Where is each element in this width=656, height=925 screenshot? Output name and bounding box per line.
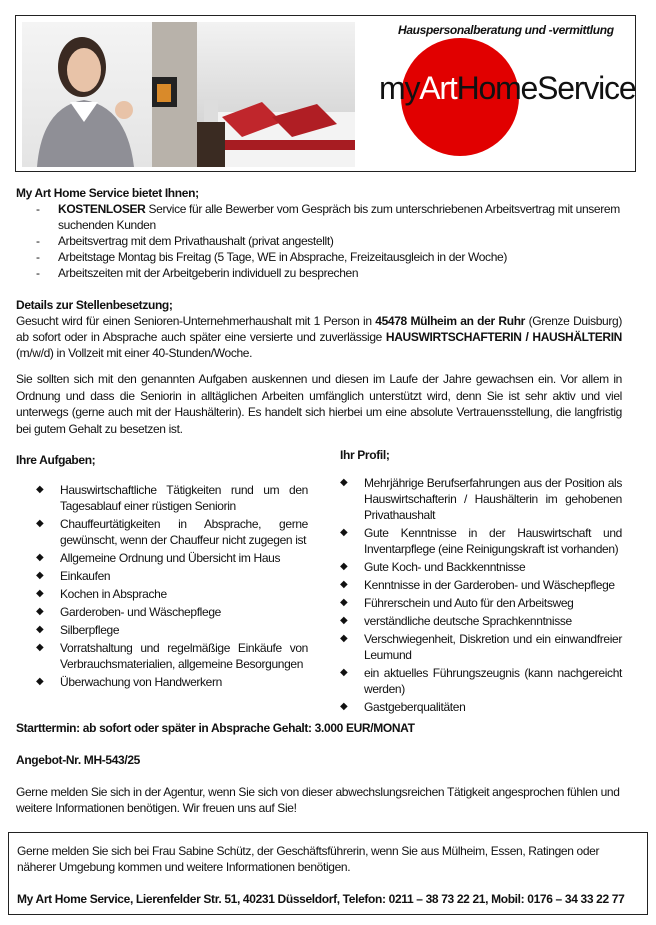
text: Gesucht wird für einen Senioren-Unternehmerhaushalt mit 1 Person in xyxy=(16,314,376,328)
contact-details: My Art Home Service, Lierenfelder Str. 51, 40231 Düsseldorf, Telefon: 0211 – 38 73 22 21, Mobil: 0176 – 34 33 22 77 xyxy=(17,892,625,906)
offer-item-text: Service für alle Bewerber vom Gespräch bis zum unterschriebenen Arbeitsvertrag mit unserem suchenden Kunden xyxy=(58,202,620,232)
tasks-item xyxy=(36,568,308,584)
details-heading: Details zur Stellenbesetzung; xyxy=(16,298,173,312)
tasks-heading: Ihre Aufgaben; xyxy=(16,453,96,467)
housekeeper-illustration xyxy=(22,22,152,167)
tasks-item-text: Vorratshaltung und regelmäßige Einkäufe von Verbrauchsmaterialien, allgemeine Besorgungen xyxy=(60,641,308,671)
diamond-bullet-icon: ◆ xyxy=(36,552,44,563)
main-content xyxy=(16,185,622,437)
tasks-item xyxy=(36,586,308,602)
profile-item xyxy=(340,559,622,575)
tasks-list xyxy=(16,482,308,690)
profile-item xyxy=(340,631,622,663)
diamond-bullet-icon: ◆ xyxy=(36,588,44,599)
logo-service: Service xyxy=(537,70,636,106)
diamond-bullet-icon: ◆ xyxy=(36,518,44,529)
start-salary: Starttermin: ab sofort oder später in Absprache Gehalt: 3.000 EUR/MONAT xyxy=(16,721,415,735)
contact-box xyxy=(8,832,648,915)
offer-item: - Arbeitszeiten mit der Arbeitgeberin individuell zu besprechen xyxy=(16,265,622,281)
tasks-item-text: Überwachung von Handwerkern xyxy=(60,675,222,689)
profile-item-text: Gastgeberqualitäten xyxy=(364,700,466,714)
offer-item-bold: KOSTENLOSER xyxy=(58,202,146,216)
diamond-bullet-icon: ◆ xyxy=(340,579,348,590)
profile-item xyxy=(340,577,622,593)
offer-item: - Arbeitstage Montag bis Freitag (5 Tage, WE in Absprache, Freizeitausgleich in der Woche) xyxy=(16,249,622,265)
diamond-bullet-icon: ◆ xyxy=(340,477,348,488)
profile-item xyxy=(340,613,622,629)
offer-heading: My Art Home Service bietet Ihnen; xyxy=(16,186,199,200)
profile-item xyxy=(340,525,622,557)
text: (m/w/d) in Vollzeit mit einer 40-Stunden/Woche. xyxy=(16,346,253,360)
profile-list xyxy=(340,475,622,715)
bedroom-illustration xyxy=(152,22,355,167)
diamond-bullet-icon: ◆ xyxy=(340,615,348,626)
tasks-item xyxy=(36,604,308,620)
diamond-bullet-icon: ◆ xyxy=(340,597,348,608)
job-title: HAUSWIRTSCHAFTERIN / HAUSHÄLTERIN xyxy=(385,330,622,344)
logo-art: Art xyxy=(419,70,457,106)
profile-item-text: Gute Koch- und Backkenntnisse xyxy=(364,560,526,574)
profile-item-text: Führerschein und Auto für den Arbeitsweg xyxy=(364,596,574,610)
profile-item-text: Kenntnisse in der Garderoben- und Wäschepflege xyxy=(364,578,615,592)
profile-item-text: ein aktuelles Führungszeugnis (kann nachgereicht werden) xyxy=(364,666,622,696)
tasks-item-text: Allgemeine Ordnung und Übersicht im Haus xyxy=(60,551,281,565)
tasks-item-text: Garderoben- und Wäschepflege xyxy=(60,605,221,619)
tasks-item-text: Kochen in Absprache xyxy=(60,587,167,601)
closing-text: Gerne melden Sie sich in der Agentur, wenn Sie sich von dieser abwechslungsreichen Tätigkeit angesprochen fühlen und weitere Informationen benötigen. Wir freuen uns auf Sie! xyxy=(16,785,620,815)
profile-item-text: Verschwiegenheit, Diskretion und ein einwandfreier Leumund xyxy=(364,632,622,662)
offer-number: Angebot-Nr. MH-543/25 xyxy=(16,753,141,767)
profile-column xyxy=(340,447,622,717)
tasks-item xyxy=(36,482,308,514)
tasks-item-text: Silberpflege xyxy=(60,623,120,637)
diamond-bullet-icon: ◆ xyxy=(36,676,44,687)
diamond-bullet-icon: ◆ xyxy=(340,561,348,572)
logo-my: my xyxy=(379,70,420,106)
tasks-column xyxy=(16,452,308,692)
tasks-item xyxy=(36,640,308,672)
description-paragraph: Sie sollten sich mit den genannten Aufgaben auskennen und diesen im Laufe der Jahre gewachsen ein. Vor allem in Ordnung und dass die Seniorin in alltäglichen Arbeiten umfänglich unterstützt wird, denn Sie ist sehr aktiv und viel unterwegs (gerne auch mit der Haushälterin). Es handelt sich hierbei um eine absolute Vertrauensstellung, die langfristig bei gutem Gehalt zu besetzen ist. xyxy=(16,372,622,436)
tasks-item xyxy=(36,622,308,638)
offer-list xyxy=(16,201,622,281)
offer-item: - Arbeitsvertrag mit dem Privathaushalt (privat angestellt) xyxy=(16,233,622,249)
tasks-item-text: Hauswirtschaftliche Tätigkeiten rund um den Tagesablauf einer rüstigen Seniorin xyxy=(60,483,308,513)
offer-item xyxy=(16,201,622,233)
company-tagline: Hauspersonalberatung und -vermittlung xyxy=(398,23,614,37)
bottom-section xyxy=(16,720,622,816)
diamond-bullet-icon: ◆ xyxy=(340,667,348,678)
profile-item xyxy=(340,665,622,697)
profile-item xyxy=(340,699,622,715)
profile-item-text: Mehrjährige Berufserfahrungen aus der Position als Hauswirtschafterin / Haushälterin im gehobenen Privathaushalt xyxy=(364,476,622,522)
housekeeper-image xyxy=(22,22,152,167)
details-paragraph xyxy=(16,313,622,361)
diamond-bullet-icon: ◆ xyxy=(340,633,348,644)
text: (Grenze Duisburg) ab sofort oder in Absprache auch später eine versierte und zuverlässige xyxy=(16,314,622,344)
diamond-bullet-icon: ◆ xyxy=(36,570,44,581)
interior-image xyxy=(152,22,355,167)
tasks-item xyxy=(36,516,308,548)
diamond-bullet-icon: ◆ xyxy=(36,642,44,653)
profile-item-text: Gute Kenntnisse in der Hauswirtschaft und Inventarpflege (eine Reinigungskraft ist vorhanden) xyxy=(364,526,622,556)
header-photo xyxy=(22,22,355,167)
profile-item-text: verständliche deutsche Sprachkenntnisse xyxy=(364,614,572,628)
profile-item xyxy=(340,475,622,523)
diamond-bullet-icon: ◆ xyxy=(340,701,348,712)
tasks-item xyxy=(36,550,308,566)
tasks-item-text: Einkaufen xyxy=(60,569,111,583)
tasks-item xyxy=(36,674,308,690)
tasks-item-text: Chauffeurtätigkeiten in Absprache, gerne gewünscht, wenn der Chauffeur nicht zugegen ist xyxy=(60,517,308,547)
contact-text: Gerne melden Sie sich bei Frau Sabine Schütz, der Geschäftsführerin, wenn Sie aus Mülheim, Essen, Ratingen oder näherer Umgebung kommen und weitere Informationen benötigen. xyxy=(17,844,600,874)
diamond-bullet-icon: ◆ xyxy=(340,527,348,538)
company-logo xyxy=(379,70,635,107)
logo-home: Home xyxy=(456,70,538,106)
location: 45478 Mülheim an der Ruhr xyxy=(375,314,526,328)
diamond-bullet-icon: ◆ xyxy=(36,484,44,495)
profile-item xyxy=(340,595,622,611)
diamond-bullet-icon: ◆ xyxy=(36,606,44,617)
profile-heading: Ihr Profil; xyxy=(340,448,390,462)
diamond-bullet-icon: ◆ xyxy=(36,624,44,635)
